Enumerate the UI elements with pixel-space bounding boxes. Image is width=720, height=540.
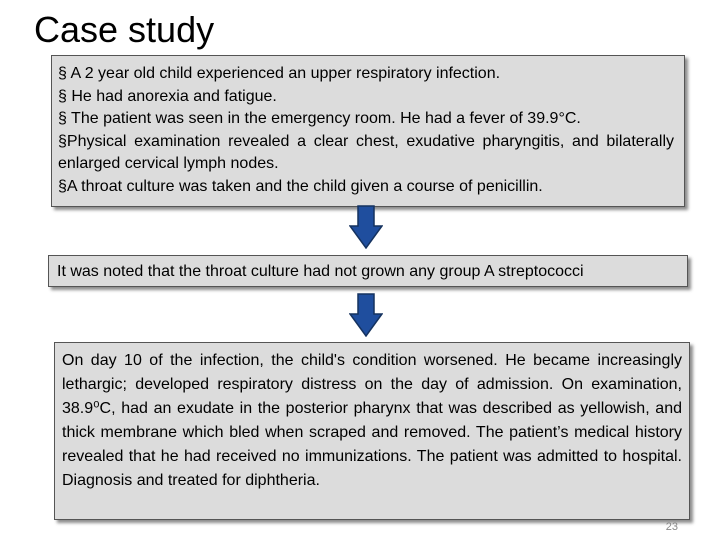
down-arrow-icon <box>349 205 383 249</box>
slide-title: Case study <box>34 9 215 50</box>
page-number: 23 <box>665 521 678 533</box>
culture-result-text: It was noted that the throat culture had not grown any group A streptococci <box>57 263 584 280</box>
day-10-outcome-text: On day 10 of the infection, the child's condition worsened. He became increasingly lethargic; developed respiratory distress on the day of admission. On examination, 38.9⁰C, had an exudate in the posterior pharynx that was described as yellowish, and thick membrane which bled when scraped and removed. The patient’s medical history revealed that he had received no immunizations. The patient was admitted to hospital. Diagnosis and treated for diphtheria. <box>62 352 682 490</box>
down-arrow-icon <box>349 293 383 337</box>
case-bullet-examination: §Physical examination revealed a clear chest, exudative pharyngitis, and bilaterally enlarged cervical lymph nodes. <box>58 132 674 173</box>
culture-result-box <box>48 255 688 287</box>
case-bullet-anorexia: § He had anorexia and fatigue. <box>58 87 277 105</box>
case-bullet-emergency: § The patient was seen in the emergency room. He had a fever of 39.9°C. <box>58 110 581 128</box>
case-summary-box <box>51 55 685 207</box>
day-10-outcome-box <box>54 342 690 520</box>
case-bullet-infection: § A 2 year old child experienced an upper respiratory infection. <box>58 65 501 82</box>
case-bullet-throat-culture: §A throat culture was taken and the child given a course of penicillin. <box>58 177 543 195</box>
